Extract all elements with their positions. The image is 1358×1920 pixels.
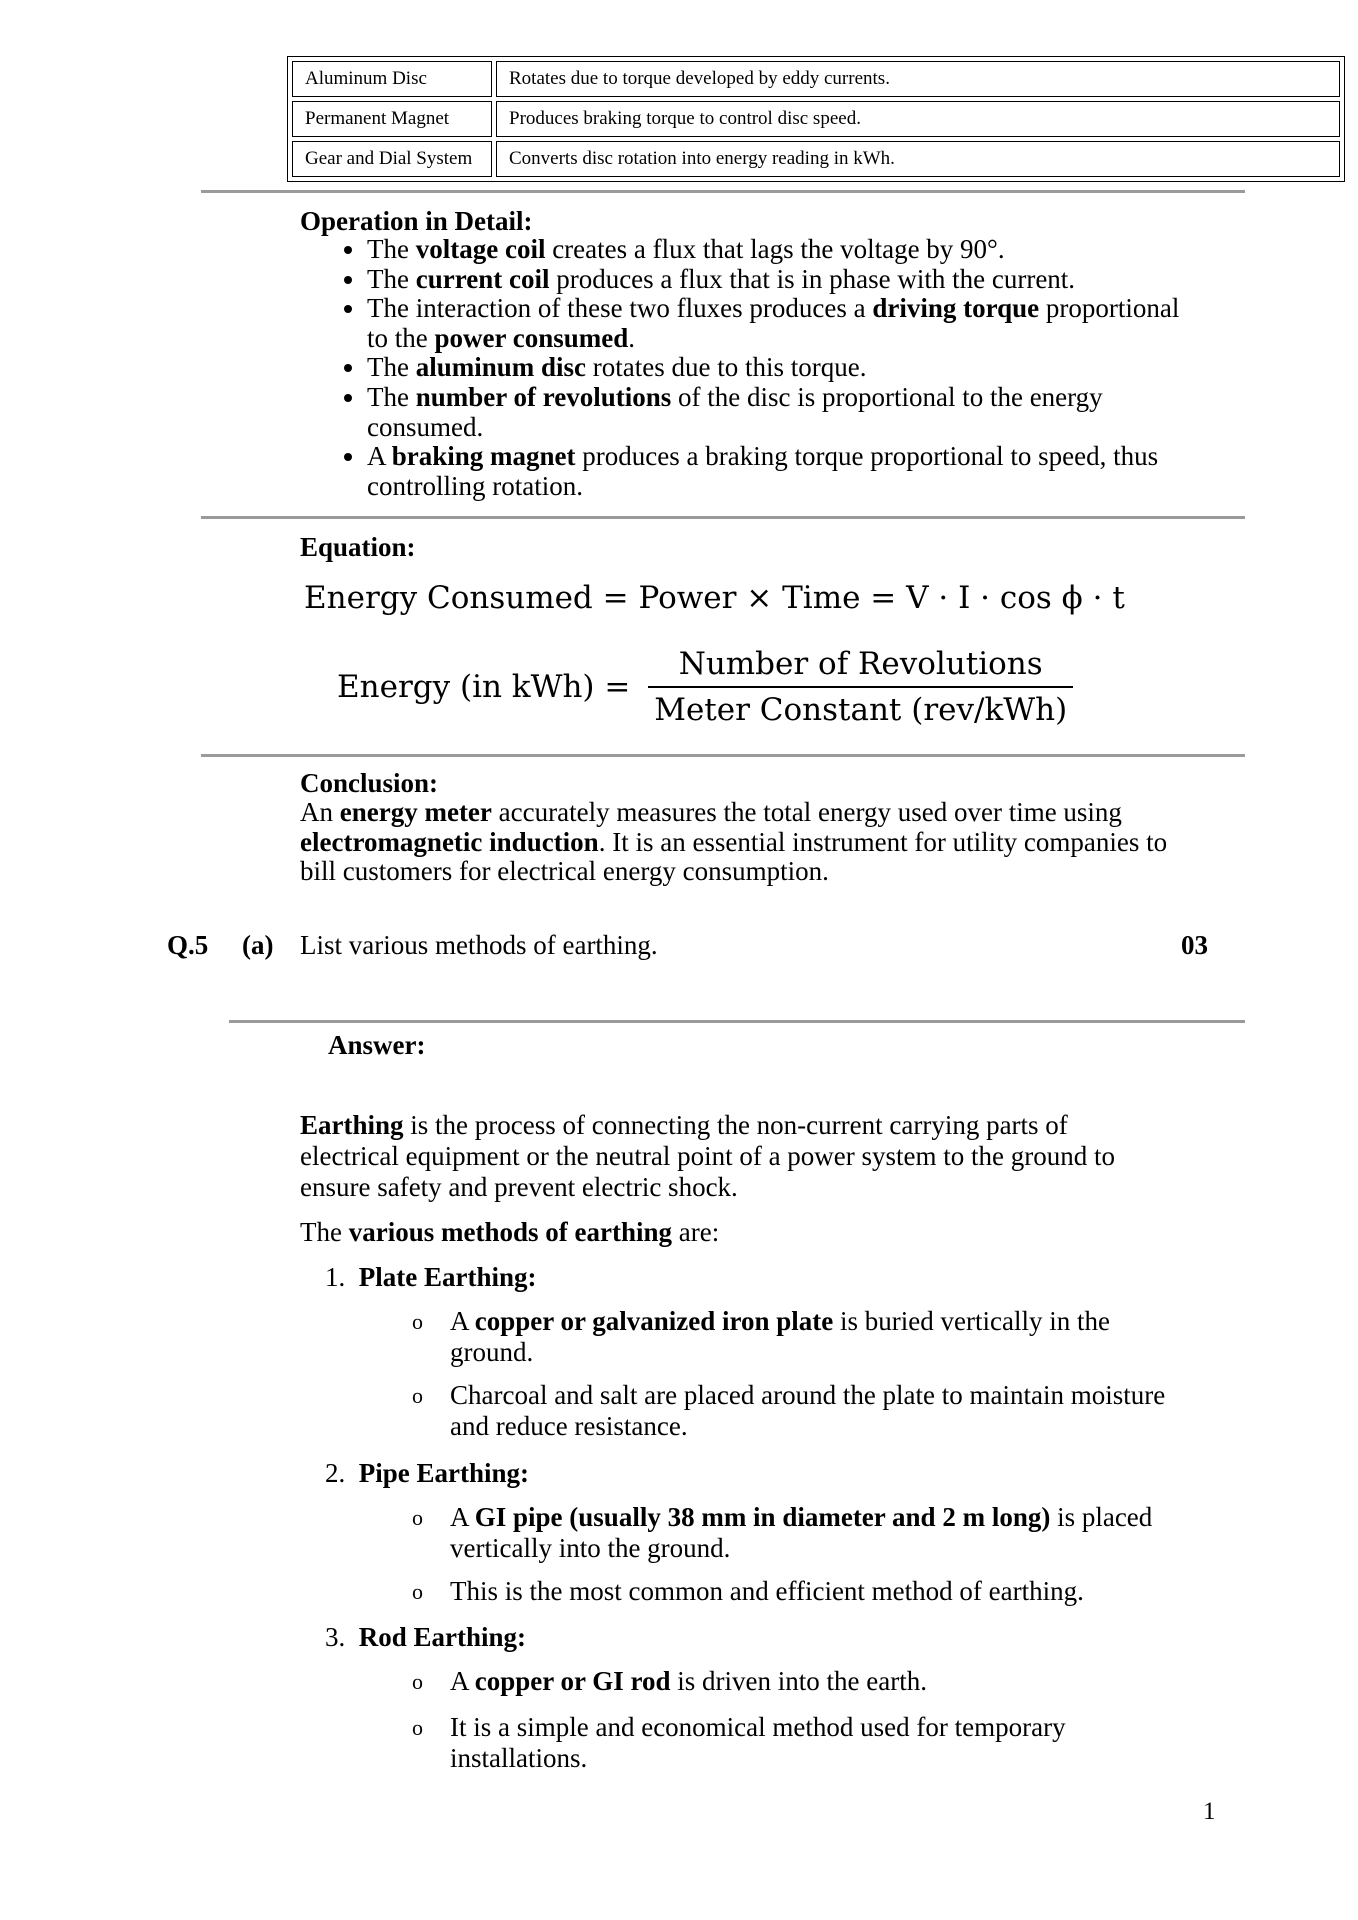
list-item: o A GI pipe (usually 38 mm in diameter and 2 m long) is placed vertically into the ground. bbox=[412, 1502, 1153, 1563]
table-row bbox=[292, 61, 1340, 97]
list-item: • The voltage coil creates a flux that lags the voltage by 90°. bbox=[367, 235, 1197, 265]
operation-bullet-list bbox=[335, 235, 1197, 501]
list-item: • The aluminum disc rotates due to this torque. bbox=[367, 353, 1197, 383]
table-cell-function: Rotates due to torque developed by eddy currents. bbox=[496, 61, 1340, 97]
conclusion-heading: Conclusion: bbox=[300, 768, 439, 798]
methods-intro: The various methods of earthing are: bbox=[300, 1217, 720, 1247]
section-divider bbox=[229, 1020, 1245, 1023]
list-item: • The current coil produces a flux that is in phase with the current. bbox=[367, 265, 1197, 295]
table-cell-component: Gear and Dial System bbox=[292, 141, 492, 177]
fraction-denominator: Meter Constant (rev/kWh) bbox=[654, 692, 1068, 728]
table-row bbox=[292, 141, 1340, 177]
list-item: • The interaction of these two fluxes produces a driving torque proportional to the power consumed. bbox=[367, 294, 1197, 353]
list-item: o This is the most common and efficient method of earthing. bbox=[412, 1576, 1084, 1606]
method-plate-earthing: 1. Plate Earthing: bbox=[325, 1262, 537, 1292]
components-table bbox=[287, 56, 1345, 182]
equation-heading: Equation: bbox=[300, 532, 416, 562]
list-item: o A copper or GI rod is driven into the earth. bbox=[412, 1666, 927, 1696]
list-item: o Charcoal and salt are placed around the plate to maintain moisture and reduce resistance. bbox=[412, 1380, 1166, 1441]
energy-equation: Energy Consumed = Power × Time = V · I · cos ϕ · t bbox=[304, 580, 1125, 616]
table-cell-component: Aluminum Disc bbox=[292, 61, 492, 97]
equation-lhs: Energy (in kWh) = bbox=[337, 669, 631, 705]
question-number: Q.5 bbox=[167, 930, 209, 960]
list-item: • A braking magnet produces a braking torque proportional to speed, thus controlling rotation. bbox=[367, 442, 1197, 501]
question-part: (a) bbox=[242, 930, 274, 960]
page-number: 1 bbox=[1203, 1798, 1216, 1825]
table-row bbox=[292, 101, 1340, 137]
list-item: o It is a simple and economical method used for temporary installations. bbox=[412, 1712, 1066, 1773]
section-divider bbox=[201, 516, 1245, 519]
answer-heading: Answer: bbox=[328, 1030, 426, 1060]
operation-heading: Operation in Detail: bbox=[300, 206, 533, 236]
table-cell-function: Produces braking torque to control disc speed. bbox=[496, 101, 1340, 137]
table-cell-component: Permanent Magnet bbox=[292, 101, 492, 137]
section-divider bbox=[201, 754, 1245, 757]
table-cell-function: Converts disc rotation into energy reading in kWh. bbox=[496, 141, 1340, 177]
method-pipe-earthing: 2. Pipe Earthing: bbox=[325, 1458, 530, 1488]
answer-intro: Earthing is the process of connecting the non-current carrying parts of electrical equipment or the neutral point of a power system to the ground to ensure safety and prevent electric shock. bbox=[300, 1110, 1116, 1202]
question-marks: 03 bbox=[1181, 930, 1208, 960]
question-text: List various methods of earthing. bbox=[300, 930, 658, 960]
list-item: o A copper or galvanized iron plate is buried vertically in the ground. bbox=[412, 1306, 1110, 1367]
equation-fraction bbox=[648, 646, 1073, 728]
list-item: • The number of revolutions of the disc is proportional to the energy consumed. bbox=[367, 383, 1197, 442]
conclusion-text: An energy meter accurately measures the total energy used over time using electromagnetic induction. It is an essential instrument for utility companies to bill customers for electrical energy consumption. bbox=[300, 797, 1168, 886]
energy-kwh-equation bbox=[337, 646, 1073, 728]
section-divider bbox=[201, 190, 1245, 193]
fraction-numerator: Number of Revolutions bbox=[648, 646, 1073, 688]
method-rod-earthing: 3. Rod Earthing: bbox=[325, 1622, 527, 1652]
